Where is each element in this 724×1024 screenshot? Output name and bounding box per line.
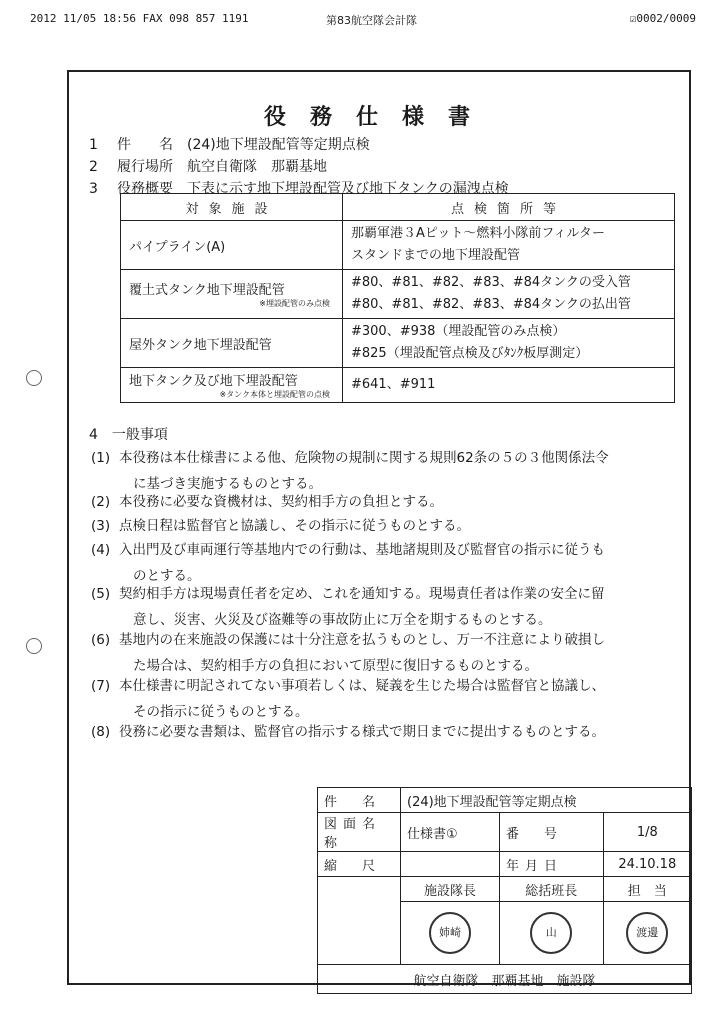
blank-cell (318, 877, 401, 965)
fax-header-left: 2012 11/05 18:56 FAX 098 857 1191 (30, 12, 249, 25)
general-item (91, 581, 666, 633)
inspection-line: #80、#81、#82、#83、#84タンクの受入管 (351, 275, 631, 290)
fax-header-sender: 第83航空隊会計隊 (326, 14, 417, 27)
number-label: 番 号 (500, 813, 604, 852)
stamp-cell (603, 902, 691, 965)
stamp-cell (401, 902, 500, 965)
inspection-line: スタンドまでの地下埋設配管 (351, 248, 521, 263)
punch-hole (26, 370, 42, 386)
item-number: (2) (91, 494, 111, 510)
item-line: た場合は、契約相手方の負担において原型に復旧するものとする。 (133, 658, 538, 674)
organization: 航空自衛隊 那覇基地 施設隊 (318, 965, 692, 994)
role-label: 施設隊長 (401, 877, 500, 902)
role-label: 担 当 (603, 877, 691, 902)
general-item (91, 719, 666, 745)
inspection-line: #641、#911 (351, 377, 436, 392)
facility-cell (121, 270, 343, 319)
section-number: 1 (89, 137, 98, 153)
table-row (121, 319, 675, 368)
item-number: (1) (91, 450, 111, 466)
item-line: 本役務に必要な資機材は、契約相手方の負担とする。 (119, 494, 443, 510)
facility-note: ※タンク本体と埋設配管の点検 (219, 390, 330, 399)
seal-stamp: 姉崎 (429, 912, 471, 954)
section-value: 航空自衛隊 那覇基地 (187, 159, 327, 175)
item-number: (8) (91, 724, 111, 740)
header-inspection: 点検箇所等 (343, 194, 675, 221)
section-number: 3 (89, 181, 98, 197)
item-number: (7) (91, 678, 111, 694)
date-label: 年月日 (500, 852, 604, 877)
facility-name: 覆土式タンク地下埋設配管 (129, 283, 285, 298)
section-subject (89, 134, 370, 154)
item-line: 契約相手方は現場責任者を定め、これを通知する。現場責任者は作業の安全に留 (119, 586, 605, 602)
general-item (91, 513, 666, 539)
item-number: (4) (91, 542, 111, 558)
scale-value (401, 852, 500, 877)
section-location (89, 156, 327, 176)
title-block-row (318, 965, 692, 994)
title-block (317, 787, 692, 994)
item-line: 点検日程は監督官と協議し、その指示に従うものとする。 (119, 518, 470, 534)
table-row (121, 221, 675, 270)
item-line: 入出門及び車両運行等基地内での行動は、基地諸規則及び監督官の指示に従うも (119, 542, 605, 558)
item-line: 役務に必要な書類は、監督官の指示する様式で期日までに提出するものとする。 (119, 724, 605, 740)
facility-name: 地下タンク及び地下埋設配管 (129, 374, 298, 389)
role-label: 総括班長 (500, 877, 604, 902)
subject-value: (24)地下埋設配管等定期点検 (401, 788, 692, 813)
inspection-line: #825（埋設配管点検及びﾀﾝｸ板厚測定） (351, 346, 589, 361)
inspection-cell (343, 221, 675, 270)
table-row (121, 368, 675, 403)
section-label: 役務概要 (117, 181, 173, 197)
header-facility: 対象施設 (121, 194, 343, 221)
document-frame (67, 70, 691, 989)
item-line: 本役務は本仕様書による他、危険物の規制に関する規則62条の５の３他関係法令 (119, 450, 609, 466)
inspection-cell (343, 270, 675, 319)
date-value: 24.10.18 (603, 852, 691, 877)
facility-cell (121, 221, 343, 270)
item-line: その指示に従うものとする。 (133, 704, 309, 720)
title-block-row (318, 788, 692, 813)
facility-name: 屋外タンク地下埋設配管 (129, 337, 272, 353)
item-number: (5) (91, 586, 111, 602)
general-item (91, 627, 666, 679)
subject-label: 件 名 (318, 788, 401, 813)
scale-label: 縮 尺 (318, 852, 401, 877)
item-line: のとする。 (133, 568, 201, 584)
facility-cell (121, 319, 343, 368)
fax-header-page: ☑0002/0009 (629, 12, 696, 25)
title-block-row (318, 877, 692, 902)
item-line: に基づき実施するものとする。 (133, 476, 322, 492)
facility-cell (121, 368, 343, 403)
drawing-value: 仕様書① (401, 813, 500, 852)
section-label: 件 名 (117, 137, 173, 153)
section-value: 下表に示す地下埋設配管及び地下タンクの漏洩点検 (187, 181, 509, 197)
table-row (121, 270, 675, 319)
item-number: (6) (91, 632, 111, 648)
inspection-cell (343, 319, 675, 368)
punch-hole (26, 638, 42, 654)
page-title: 役務仕様書 (263, 105, 494, 130)
inspection-line: #300、#938（埋設配管のみ点検） (351, 324, 566, 339)
section-label: 履行場所 (117, 159, 173, 175)
inspection-cell (343, 368, 675, 403)
section-value: (24)地下埋設配管等定期点検 (187, 137, 370, 153)
general-item (91, 673, 666, 725)
section-number: 2 (89, 159, 98, 175)
drawing-label: 図面名称 (318, 813, 401, 852)
item-line: 基地内の在来施設の保護には十分注意を払うものとし、万一不注意により破損し (119, 632, 605, 648)
seal-stamp: 山 (530, 912, 572, 954)
stamp-cell (500, 902, 604, 965)
seal-stamp: 渡邊 (626, 912, 668, 954)
inspection-line: 那覇軍港３Aピット～燃料小隊前フィルター (351, 226, 605, 241)
item-number: (3) (91, 518, 111, 534)
item-line: 本仕様書に明記されてない事項若しくは、疑義を生じた場合は監督官と協議し、 (119, 678, 605, 694)
facility-name: パイプライン(A) (129, 239, 226, 255)
inspection-line: #80、#81、#82、#83、#84タンクの払出管 (351, 297, 631, 312)
table-header-row (121, 194, 675, 221)
general-item (91, 489, 666, 515)
inspection-table (120, 193, 675, 403)
title-block-row (318, 852, 692, 877)
general-heading: 4 一般事項 (89, 427, 168, 443)
item-line: 意し、災害、火災及び盗難等の事故防止に万全を期するものとする。 (133, 612, 552, 628)
number-value: 1/8 (603, 813, 691, 852)
title-block-row (318, 813, 692, 852)
facility-note: ※埋設配管のみ点検 (259, 299, 330, 308)
